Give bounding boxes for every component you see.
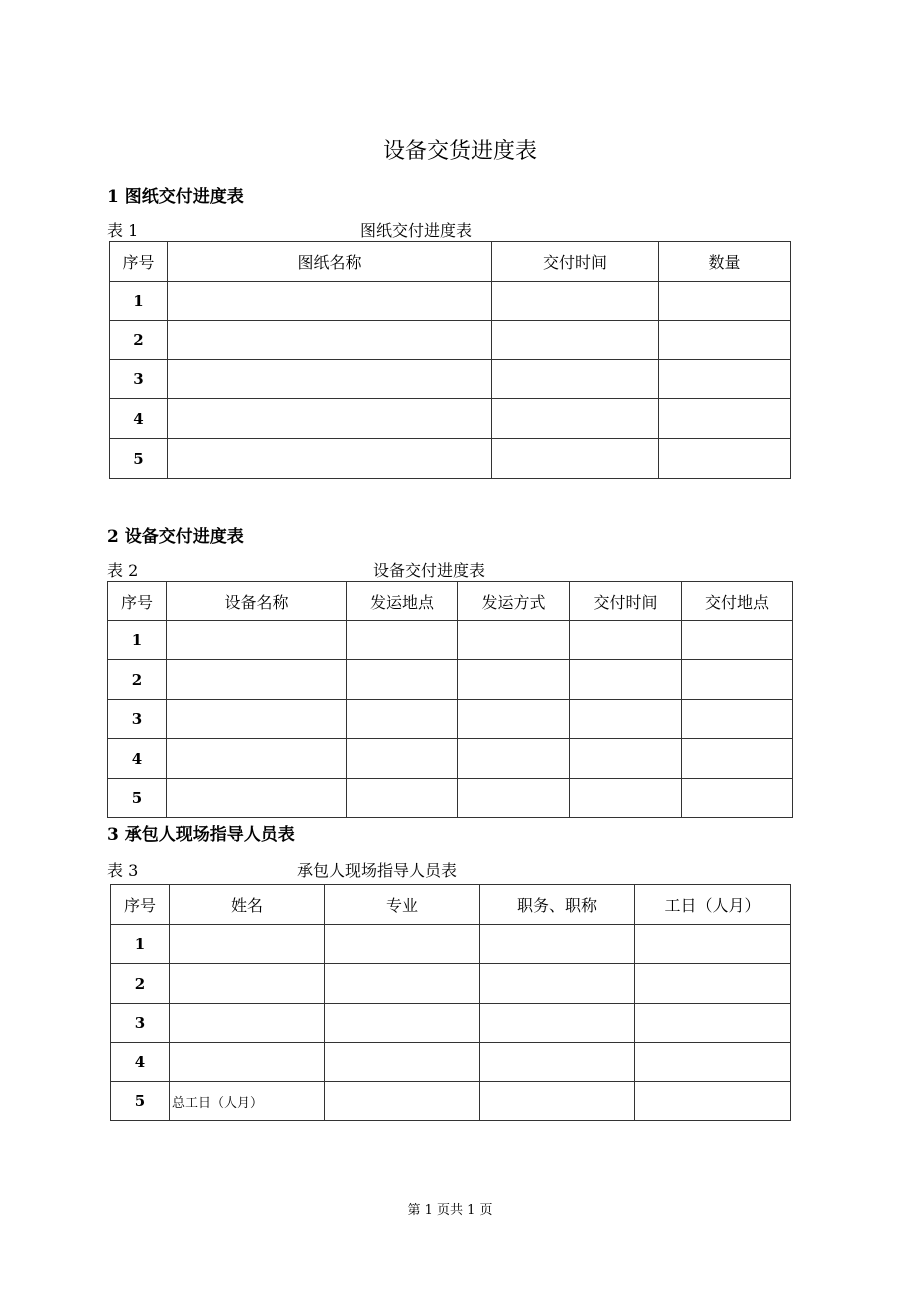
position-title-cell[interactable] bbox=[480, 964, 635, 1004]
table-row bbox=[111, 925, 791, 964]
drawing-name-cell[interactable] bbox=[168, 321, 492, 360]
shipping-location-cell[interactable] bbox=[347, 621, 458, 660]
table-row bbox=[108, 739, 793, 779]
row-number: 2 bbox=[108, 660, 167, 700]
quantity-cell[interactable] bbox=[659, 282, 791, 321]
delivery-time-cell[interactable] bbox=[492, 399, 659, 439]
header-cell: 专业 bbox=[325, 885, 480, 925]
name-cell[interactable] bbox=[170, 964, 325, 1004]
table-row bbox=[111, 964, 791, 1004]
table-1-label: 表 1 bbox=[107, 221, 139, 240]
table-row bbox=[110, 282, 791, 321]
name-cell[interactable] bbox=[170, 925, 325, 964]
table-row bbox=[110, 399, 791, 439]
delivery-location-cell[interactable] bbox=[682, 739, 793, 779]
shipping-method-cell[interactable] bbox=[458, 621, 570, 660]
equipment-delivery-table bbox=[107, 581, 793, 818]
row-number: 2 bbox=[111, 964, 170, 1004]
row-number: 3 bbox=[110, 360, 168, 399]
table-3-title: 承包人现场指导人员表 bbox=[297, 861, 458, 880]
equipment-name-cell[interactable] bbox=[167, 621, 347, 660]
row-number: 2 bbox=[110, 321, 168, 360]
table-row bbox=[108, 779, 793, 818]
header-cell: 发运地点 bbox=[347, 582, 458, 621]
section-2-heading: 2 设备交付进度表 bbox=[107, 527, 244, 547]
delivery-location-cell[interactable] bbox=[682, 660, 793, 700]
header-cell: 序号 bbox=[110, 242, 168, 282]
shipping-location-cell[interactable] bbox=[347, 739, 458, 779]
total-workdays-label: 总工日（人月） bbox=[170, 1082, 325, 1121]
header-cell: 发运方式 bbox=[458, 582, 570, 621]
equipment-name-cell[interactable] bbox=[167, 660, 347, 700]
header-cell: 交付时间 bbox=[492, 242, 659, 282]
row-number: 5 bbox=[108, 779, 167, 818]
quantity-cell[interactable] bbox=[659, 360, 791, 399]
header-cell: 序号 bbox=[108, 582, 167, 621]
table-row bbox=[110, 321, 791, 360]
header-cell: 数量 bbox=[659, 242, 791, 282]
row-number: 1 bbox=[111, 925, 170, 964]
row-number: 3 bbox=[111, 1004, 170, 1043]
drawing-delivery-table bbox=[109, 241, 791, 479]
row-number: 1 bbox=[110, 282, 168, 321]
table-row bbox=[108, 621, 793, 660]
shipping-location-cell[interactable] bbox=[347, 700, 458, 739]
delivery-location-cell[interactable] bbox=[682, 700, 793, 739]
equipment-name-cell[interactable] bbox=[167, 779, 347, 818]
delivery-time-cell[interactable] bbox=[492, 360, 659, 399]
specialty-cell[interactable] bbox=[325, 1004, 480, 1043]
workdays-cell[interactable] bbox=[635, 1043, 791, 1082]
delivery-time-cell[interactable] bbox=[570, 621, 682, 660]
specialty-cell[interactable] bbox=[325, 1043, 480, 1082]
table-header-row bbox=[110, 242, 791, 282]
drawing-name-cell[interactable] bbox=[168, 282, 492, 321]
quantity-cell[interactable] bbox=[659, 321, 791, 360]
row-number: 5 bbox=[111, 1082, 170, 1121]
table-row bbox=[110, 360, 791, 399]
table-3-label: 表 3 bbox=[107, 861, 139, 880]
equipment-name-cell[interactable] bbox=[167, 700, 347, 739]
drawing-name-cell[interactable] bbox=[168, 360, 492, 399]
table-row bbox=[111, 1043, 791, 1082]
position-title-cell[interactable] bbox=[480, 1082, 635, 1121]
position-title-cell[interactable] bbox=[480, 1043, 635, 1082]
section-3-heading: 3 承包人现场指导人员表 bbox=[107, 825, 295, 845]
table-row bbox=[111, 1004, 791, 1043]
specialty-cell[interactable] bbox=[325, 1082, 480, 1121]
delivery-time-cell[interactable] bbox=[570, 739, 682, 779]
delivery-time-cell[interactable] bbox=[570, 660, 682, 700]
table-1-title: 图纸交付进度表 bbox=[360, 221, 473, 240]
delivery-location-cell[interactable] bbox=[682, 621, 793, 660]
specialty-cell[interactable] bbox=[325, 964, 480, 1004]
row-number: 4 bbox=[111, 1043, 170, 1082]
row-number: 5 bbox=[110, 439, 168, 479]
table-2-title: 设备交付进度表 bbox=[373, 561, 486, 580]
specialty-cell[interactable] bbox=[325, 925, 480, 964]
delivery-time-cell[interactable] bbox=[492, 321, 659, 360]
row-number: 4 bbox=[110, 399, 168, 439]
contractor-staff-table bbox=[110, 884, 791, 1121]
delivery-time-cell[interactable] bbox=[570, 779, 682, 818]
header-cell: 职务、职称 bbox=[480, 885, 635, 925]
position-title-cell[interactable] bbox=[480, 925, 635, 964]
shipping-method-cell[interactable] bbox=[458, 660, 570, 700]
table-header-row bbox=[108, 582, 793, 621]
workdays-cell[interactable] bbox=[635, 925, 791, 964]
shipping-method-cell[interactable] bbox=[458, 739, 570, 779]
delivery-time-cell[interactable] bbox=[492, 282, 659, 321]
row-number: 4 bbox=[108, 739, 167, 779]
section-1-heading: 1 图纸交付进度表 bbox=[107, 187, 244, 207]
equipment-name-cell[interactable] bbox=[167, 739, 347, 779]
header-cell: 序号 bbox=[111, 885, 170, 925]
table-row bbox=[111, 1082, 791, 1121]
table-row bbox=[108, 660, 793, 700]
header-cell: 交付地点 bbox=[682, 582, 793, 621]
shipping-location-cell[interactable] bbox=[347, 779, 458, 818]
page-footer: 第 1 页共 1 页 bbox=[407, 1203, 493, 1218]
header-cell: 交付时间 bbox=[570, 582, 682, 621]
shipping-method-cell[interactable] bbox=[458, 700, 570, 739]
row-number: 3 bbox=[108, 700, 167, 739]
name-cell[interactable] bbox=[170, 1043, 325, 1082]
row-number: 1 bbox=[108, 621, 167, 660]
header-cell: 姓名 bbox=[170, 885, 325, 925]
quantity-cell[interactable] bbox=[659, 439, 791, 479]
document-title: 设备交货进度表 bbox=[382, 139, 537, 164]
delivery-time-cell[interactable] bbox=[570, 700, 682, 739]
table-row bbox=[108, 700, 793, 739]
shipping-location-cell[interactable] bbox=[347, 660, 458, 700]
table-2-label: 表 2 bbox=[107, 561, 139, 580]
quantity-cell[interactable] bbox=[659, 399, 791, 439]
workdays-cell[interactable] bbox=[635, 964, 791, 1004]
drawing-name-cell[interactable] bbox=[168, 439, 492, 479]
header-cell: 设备名称 bbox=[167, 582, 347, 621]
shipping-method-cell[interactable] bbox=[458, 779, 570, 818]
workdays-cell[interactable] bbox=[635, 1004, 791, 1043]
name-cell[interactable] bbox=[170, 1004, 325, 1043]
drawing-name-cell[interactable] bbox=[168, 399, 492, 439]
delivery-time-cell[interactable] bbox=[492, 439, 659, 479]
table-row bbox=[110, 439, 791, 479]
delivery-location-cell[interactable] bbox=[682, 779, 793, 818]
position-title-cell[interactable] bbox=[480, 1004, 635, 1043]
table-header-row bbox=[111, 885, 791, 925]
header-cell: 图纸名称 bbox=[168, 242, 492, 282]
workdays-cell[interactable] bbox=[635, 1082, 791, 1121]
header-cell: 工日（人月） bbox=[635, 885, 791, 925]
